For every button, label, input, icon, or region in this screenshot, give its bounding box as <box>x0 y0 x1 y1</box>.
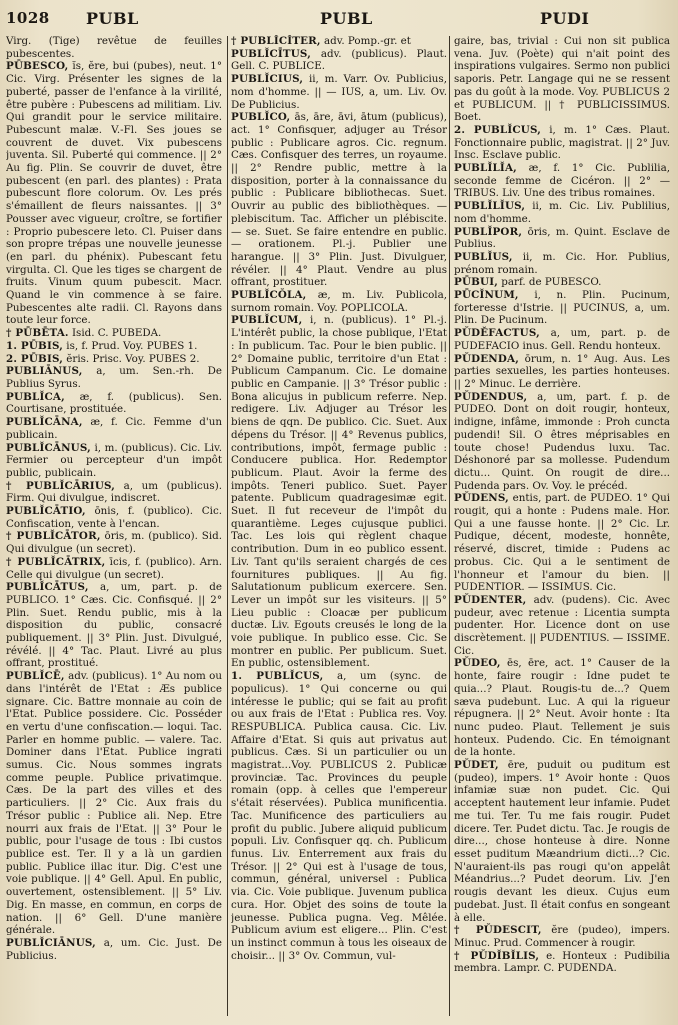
dictionary-entry <box>6 670 222 937</box>
entry-text: adv. (pudens). Cic. Avec pudeur, avec retenue : Licentia sumpta pudenter. Hor. Licence dont on use discrètement. || PUDENTIUS. — ISSIME. Cic. <box>454 593 670 657</box>
entry-headword: PŪBUI, <box>454 276 499 289</box>
entry-text: Virg. (Tige) revêtue de feuilles pubescentes. <box>6 35 222 60</box>
entry-text: ōrum, n. 1° Aug. Aus. Les parties sexuelles, les parties honteuses. || 2° Minuc. Le derrière. <box>454 352 670 390</box>
entry-headword: PŬDENTER, <box>454 593 527 606</box>
dictionary-entry <box>454 327 670 352</box>
entry-text: ōris, m. Quint. Esclave de Publius. <box>454 225 670 251</box>
entry-headword: † PŬDESCIT, <box>454 924 542 937</box>
entry-text: is, f. Prud. Voy. PUBES 1. <box>63 339 198 352</box>
dictionary-entry <box>454 950 670 975</box>
entry-headword: PŬDENS, <box>454 492 509 505</box>
dictionary-entry <box>6 60 222 327</box>
dictionary-entry <box>454 200 670 225</box>
dictionary-entry <box>6 416 222 441</box>
entry-headword: † PUBLĬCĀRIUS, <box>6 479 116 492</box>
dictionary-entry <box>231 314 447 670</box>
entry-text: i, m. (publicus). Cic. Liv. Fermier ou percepteur d'un impôt public, publicain. <box>6 441 222 479</box>
dictionary-entry <box>454 594 670 658</box>
dictionary-entry <box>231 73 447 111</box>
dictionary-entry <box>231 111 447 289</box>
running-head-right: PUDI <box>540 9 590 28</box>
dictionary-entry <box>454 276 670 289</box>
entry-headword: PUBLĬCĪTUS, <box>231 47 311 60</box>
entry-text: æ, f. Cic. Femme d'un publicain. <box>6 416 222 441</box>
entry-headword: PUBLĬCIĀNUS, <box>6 936 96 949</box>
dictionary-entry <box>454 289 670 327</box>
entry-text: a, um, part. p. de PUBLICO. 1° Cæs. Cic. Confisqué. || 2° Plin. Suet. Rendu public, mis à la disposition du public, consacré publiquement. || 3° Plin. Just. Divulgué, révélé. || 4° Tac. Plaut. Livré au plus offrant, prostitué. <box>6 581 222 670</box>
entry-text: a, um. Sen.-rh. De Publius Syrus. <box>6 365 222 390</box>
entry-text: i, n. Plin. Pucinum, forteresse d'Istrie. || PUCINUS, a, um. Plin. De Pucinum. <box>454 289 670 327</box>
entry-headword: PŬDEO, <box>454 657 501 670</box>
dictionary-entry <box>454 35 670 124</box>
entry-headword: † PŬDĬBĬLIS, <box>454 949 540 962</box>
dictionary-entry <box>6 391 222 416</box>
entry-text: parf. de PUBESCO. <box>498 276 602 289</box>
entry-text: i, n. (publicus). 1° Pl.-j. L'intérêt public, la chose publique, l'Etat : In publicum. Tac. Pour le bien public. || 2° Domaine public, territoire d'un Etat : Publicum Campanum. Cic. Le domaine public en Campanie. || 3° Trésor public : Bona alicujus in publicum referre. Nep. redigere. Liv. Adjuger au Trésor les biens de qqn. De publico. Cic. Suet. Aux dépens du Trésor. || 4° Revenus publics, contributions, impôt, fermage public : Conducere publica. Hor. Redemptor publicum. Plaut. Avoir la ferme des impôts. Teneri publico. Suet. Payer patente. Publicum quadragesimæ egit. Suet. Il fut receveur de l'impôt du quarantième. Leges cujusque publici. Tac. Les lois qui règlent chaque contribution. Dum in eo publico essent. Liv. Tant qu'ils seraient chargés de ces fournitures publiques. || Au fig. Salutationum publicum exercere. Sen. Lever un impôt sur les visiteurs. || 5° Lieu public : Cloacæ per publicum ductæ. Liv. Egouts creusés le long de la voie publique. In publico esse. Cic. Se montrer en public. Per publicum. Suet. En public, ostensiblement. <box>231 314 447 670</box>
dictionary-entry <box>6 505 222 530</box>
running-head-middle: PUBL <box>320 9 373 28</box>
entry-headword: PŬDENDA, <box>454 352 520 365</box>
entry-text: ii, m. Cic. Liv. Publilius, nom d'homme. <box>454 200 670 225</box>
dictionary-entry <box>454 162 670 200</box>
entry-text: æ, f. (publicus). Sen. Courtisane, prostituée. <box>6 390 222 416</box>
entry-headword: PUBLĬLĬA, <box>454 162 517 175</box>
entry-headword: PŬDENDUS, <box>454 390 528 403</box>
entry-text: a, um (publicus). Firm. Qui divulgue, indiscret. <box>6 479 222 505</box>
entry-text: ās, āre, āvi, ātum (publicus), act. 1° Confisquer, adjuger au Trésor public : Publicare agros. Cic. regnum. Cæs. Confisquer des terres, un royaume. || 2° Rendre public, mettre à la disposition, porter à la connaissance du public : Publicare bibliothecas. Suet. Ouvrir au public des bibliothèques. — plebiscitum. Tac. Afficher un plébiscite. — se. Suet. Se faire entendre en public. — orationem. Pl.-j. Publier une harangue. || 3° Plin. Just. Divulguer, révéler. || 4° Plaut. Vendre au plus offrant, prostituer. <box>231 111 447 289</box>
entry-headword: PUBLĬPOR, <box>454 225 523 238</box>
entry-headword: 2. PŪBIS, <box>6 352 64 365</box>
page-number: 1028 <box>6 9 50 27</box>
dictionary-entry <box>6 480 222 505</box>
entry-text: ĕris. Prisc. Voy. PUBES 2. <box>63 352 200 365</box>
dictionary-entry <box>454 657 670 759</box>
entry-headword: PŬDĔFACTUS, <box>454 327 540 340</box>
dictionary-entry <box>454 226 670 251</box>
dictionary-entry <box>6 442 222 480</box>
entry-text: a, um, part. p. de PUDEFACIO inus. Gell. Rendu honteux. <box>454 327 670 352</box>
dictionary-entry <box>454 251 670 276</box>
entry-headword: PUBLIĀNUS, <box>6 365 83 378</box>
entry-text: ōnis, f. (publico). Cic. Confiscation, vente à l'encan. <box>6 505 222 530</box>
entry-headword: PUBLĬCĀTIO, <box>6 505 86 518</box>
entry-text: gaire, bas, trivial : Cui non sit publica vena. Juv. (Poète) qui n'ait point des inspirations vulgaires. Sermo non publici saporis. Petr. Langage qui ne se ressent pas du goût à la mode. Voy. PUBLICUS 2 et PUBLICUM. || † PUBLICISSIMUS. Boet. <box>454 35 670 124</box>
dictionary-entry <box>6 365 222 390</box>
dictionary-entry <box>6 937 222 962</box>
entry-text: ēre, puduit ou puditum est (pudeo), impers. 1° Avoir honte : Quos infamiæ suæ non pudet. Cic. Qui acceptent hautement leur infamie. Pudet me tui. Ter. Tu me fais rougir. Pudet dicere. Ter. Pudet dictu. Tac. Je rougis de dire..., chose honteuse à dire. Nonne esset puditum Mæandrium dicti...? Cic. N'auraient-ils pas rougi qu'on appelât Méandrius...? Pudet deorum. Liv. J'en rougis devant les dieux. Cujus eum pudebat. Just. Il était confus en songeant à elle. <box>454 759 670 924</box>
entry-headword: † PUBLĬCĀTOR, <box>6 530 101 543</box>
dictionary-entry <box>6 35 222 60</box>
entry-headword: PUBLĬCĀNA, <box>6 416 83 429</box>
dictionary-entry <box>454 759 670 924</box>
entry-headword: PŪBESCO, <box>6 60 69 73</box>
entry-text: ii, m. Varr. Ov. Publicius, nom d'homme. || — IUS, a, um. Liv. Ov. De Publicius. <box>231 73 447 111</box>
entry-text: a, um. Cic. Just. De Publicius. <box>6 936 222 962</box>
entry-headword: † PUBLĬCĀTRIX, <box>6 555 106 568</box>
entry-headword: 1. PŪBIS, <box>6 339 64 352</box>
entry-text: æ, f. 1° Cic. Publilia, seconde femme de Cicéron. || 2° — TRIBUS. Liv. Une des tribus romaines. <box>454 162 670 200</box>
dictionary-entry <box>6 340 222 353</box>
entry-headword: † PŪBĒTA. <box>6 327 69 340</box>
dictionary-entry <box>454 124 670 162</box>
entry-text: a, um, part. f. p. de PUDEO. Dont on doit rougir, honteux, indigne, infâme, immonde : Proh cuncta pudendi! Sil. O êtres méprisables en toute chose! Pudendus luxu. Tac. Déshonoré par sa mollesse. Pudendum dictu... Quint. On rougit de dire... Pudenda pars. Ov. Voy. le précéd. <box>454 390 670 492</box>
entry-text: Isid. C. PUBEDA. <box>68 327 162 340</box>
entry-text: i, m. 1° Cæs. Plaut. Fonctionnaire public, magistrat. || 2° Juv. Insc. Esclave public. <box>454 123 670 162</box>
entry-headword: PUBLĬCIUS, <box>231 73 304 86</box>
entry-text: a, um (sync. de populicus). 1° Qui concerne ou qui intéresse le public; qui se fait au profit ou aux frais de l'Etat : Publica res. Voy. RESPUBLICA. Publica causa. Cic. Liv. Affaire d'Etat. Si quis aut privatus aut publicus. Cæs. Si un particulier ou un magistrat...Voy. PUBLICUS 2. Publicæ provinciæ. Tac. Provinces du peuple romain (opp. à celles que l'empereur s'était réservées). Publica munificentia. Tac. Munificence des particuliers au profit du public. Jubere aliquid publicum populi. Liv. Confisquer qq. ch. Publicum funus. Liv. Enterrement aux frais du Trésor. || 2° Qui est à l'usage de tous, commun, général, universel : Publica via. Cic. Voie publique. Juvenum publica cura. Hor. Objet des soins de toute la jeunesse. Publica pugna. Veg. Mêlée. Publicum avium est eligere... Plin. C'est un instinct commun à tous les oiseaux de choisir... || 3° Ov. Commun, vul- <box>231 670 447 962</box>
entry-headword: PUBLĬCO, <box>231 111 291 124</box>
column-left <box>6 35 222 1020</box>
entry-text: īcis, f. (publico). Arn. Celle qui divulgue (un secret). <box>6 555 222 581</box>
dictionary-entry <box>454 353 670 391</box>
column-rule <box>227 36 228 1016</box>
entry-text: ii, m. Cic. Hor. Publius, prénom romain. <box>454 250 670 276</box>
dictionary-entry <box>6 556 222 581</box>
entry-headword: 2. PUBLĬCUS, <box>454 123 542 136</box>
entry-text: ĭs, ĕre, bui (pubes), neut. 1° Cic. Virg. Présenter les signes de la puberté, passer de l'enfance à la virilité, être pubère : Pubescens ad militiam. Liv. Qui grandit pour le service militaire. Pubescunt malæ. V.-Fl. Ses joues se couvrent de duvet. Vix pubescens juventa. Sil. Puberté qui commence. || 2° Au fig. Plin. Se couvrir de duvet, être pubescent (en parl. des plantes) : Prata pubescunt flore colorum. Ov. Les prés s'émaillent de fleurs naissantes. || 3° Pousser avec vigueur, croître, se fortifier : Proprio pubescere leto. Cl. Puiser dans son propre trépas une nouvelle jeunesse (en parl. du phénix). Pubescant fetu virgulta. Cl. Que les tiges se chargent de fruits. Vinum quum pubescit. Macr. Quand le vin commence à se faire. Pubescentes alte radii. Cl. Rayons dans toute leur force. <box>6 60 222 327</box>
dictionary-entry <box>454 492 670 594</box>
entry-headword: PUBLĬCĀTUS, <box>6 581 89 594</box>
dictionary-entry <box>231 670 447 962</box>
column-right <box>454 35 670 1020</box>
entry-text: adv. (publicus). Plaut. Gell. C. PUBLICE. <box>231 47 447 73</box>
entry-headword: PUBLĬCUM, <box>231 314 303 327</box>
entry-text: ēs, ēre, act. 1° Causer de la honte, faire rougir : Idne pudet te quia...? Plaut. Rougis-tu de...? Quem sæva pudebunt. Luc. A qui la rigueur répugnera. || 2° Neut. Avoir honte : Ita nunc pudeo. Plaut. Tellement je suis honteux. Pudendo. Cic. En témoignant de la honte. <box>454 657 670 759</box>
entry-text: e. Honteux : Pudibilia membra. Lampr. C. PUDENDA. <box>454 949 670 975</box>
entry-headword: PUBLĬCĀNUS, <box>6 441 91 454</box>
entry-text: adv. Pomp.-gr. et <box>320 35 411 47</box>
dictionary-entry <box>231 35 447 48</box>
entry-text: æ, m. Liv. Publicola, surnom romain. Voy. POPLICOLA. <box>231 289 447 314</box>
entry-text: adv. (publicus). 1° Au nom ou dans l'intérêt de l'Etat : Æs publice signare. Cic. Battre monnaie au coin de l'Etat. Publice possidere. Cic. Posséder en vertu d'une confiscation.— loqui. Tac. Parler en homme public. — valere. Tac. Dominer dans l'Etat. Publice ingrati sumus. Cic. Nous sommes ingrats comme peuple. Publice privatimque. Cæs. De la part des villes et des particuliers. || 2° Cic. Aux frais du Trésor public : Publice ali. Nep. Etre nourri aux frais de l'Etat. || 3° Pour le public, pour l'usage de tous : Ibi custos publice est. Ter. Il y a là un gardien public. Publice illac itur. Dig. C'est une voie publique. || 4° Gell. Apul. En public, ouvertement, ostensiblement. || 5° Liv. Dig. En masse, en commun, en corps de nation. || 6° Gell. D'une manière générale. <box>6 670 222 937</box>
dictionary-entry <box>6 327 222 340</box>
running-head-left: PUBL <box>86 9 139 28</box>
dictionary-entry <box>6 530 222 555</box>
entry-headword: PUBLĬUS, <box>454 250 513 263</box>
dictionary-entry <box>231 48 447 73</box>
entry-text: ĕre (pudeo), impers. Minuc. Prud. Commencer à rougir. <box>454 924 670 949</box>
entry-headword: 1. PUBLĬCUS, <box>231 670 324 683</box>
entry-headword: PŪCĬNUM, <box>454 289 519 302</box>
entry-text: ōris, m. (publico). Sid. Qui divulgue (un secret). <box>6 530 222 556</box>
dictionary-entry <box>6 581 222 670</box>
entry-headword: PUBLĬCA, <box>6 390 65 403</box>
dictionary-entry <box>454 924 670 949</box>
entry-text: entis, part. de PUDEO. 1° Qui rougit, qui a honte : Pudens male. Hor. Qui a une fausse honte. || 2° Cic. Lr. Pudique, décent, modeste, honnête, réservé, discret, timide : Pudens ac probus. Cic. Qui a le sentiment de l'honneur et l'amour du bien. || PUDENTIOR. — ISSIMUS. Cic. <box>454 492 670 594</box>
entry-headword: PŬDET, <box>454 759 499 772</box>
entry-headword: † PUBLĬCĬTER, <box>231 35 321 47</box>
column-middle <box>231 35 447 1020</box>
entry-headword: PUBLĬLĬUS, <box>454 200 526 213</box>
dictionary-entry <box>231 289 447 314</box>
entry-headword: PUBLĬCŎLA, <box>231 289 307 302</box>
dictionary-entry <box>6 353 222 366</box>
dictionary-entry <box>454 391 670 493</box>
entry-headword: PUBLĬCĒ, <box>6 670 65 683</box>
column-rule <box>449 36 450 1016</box>
